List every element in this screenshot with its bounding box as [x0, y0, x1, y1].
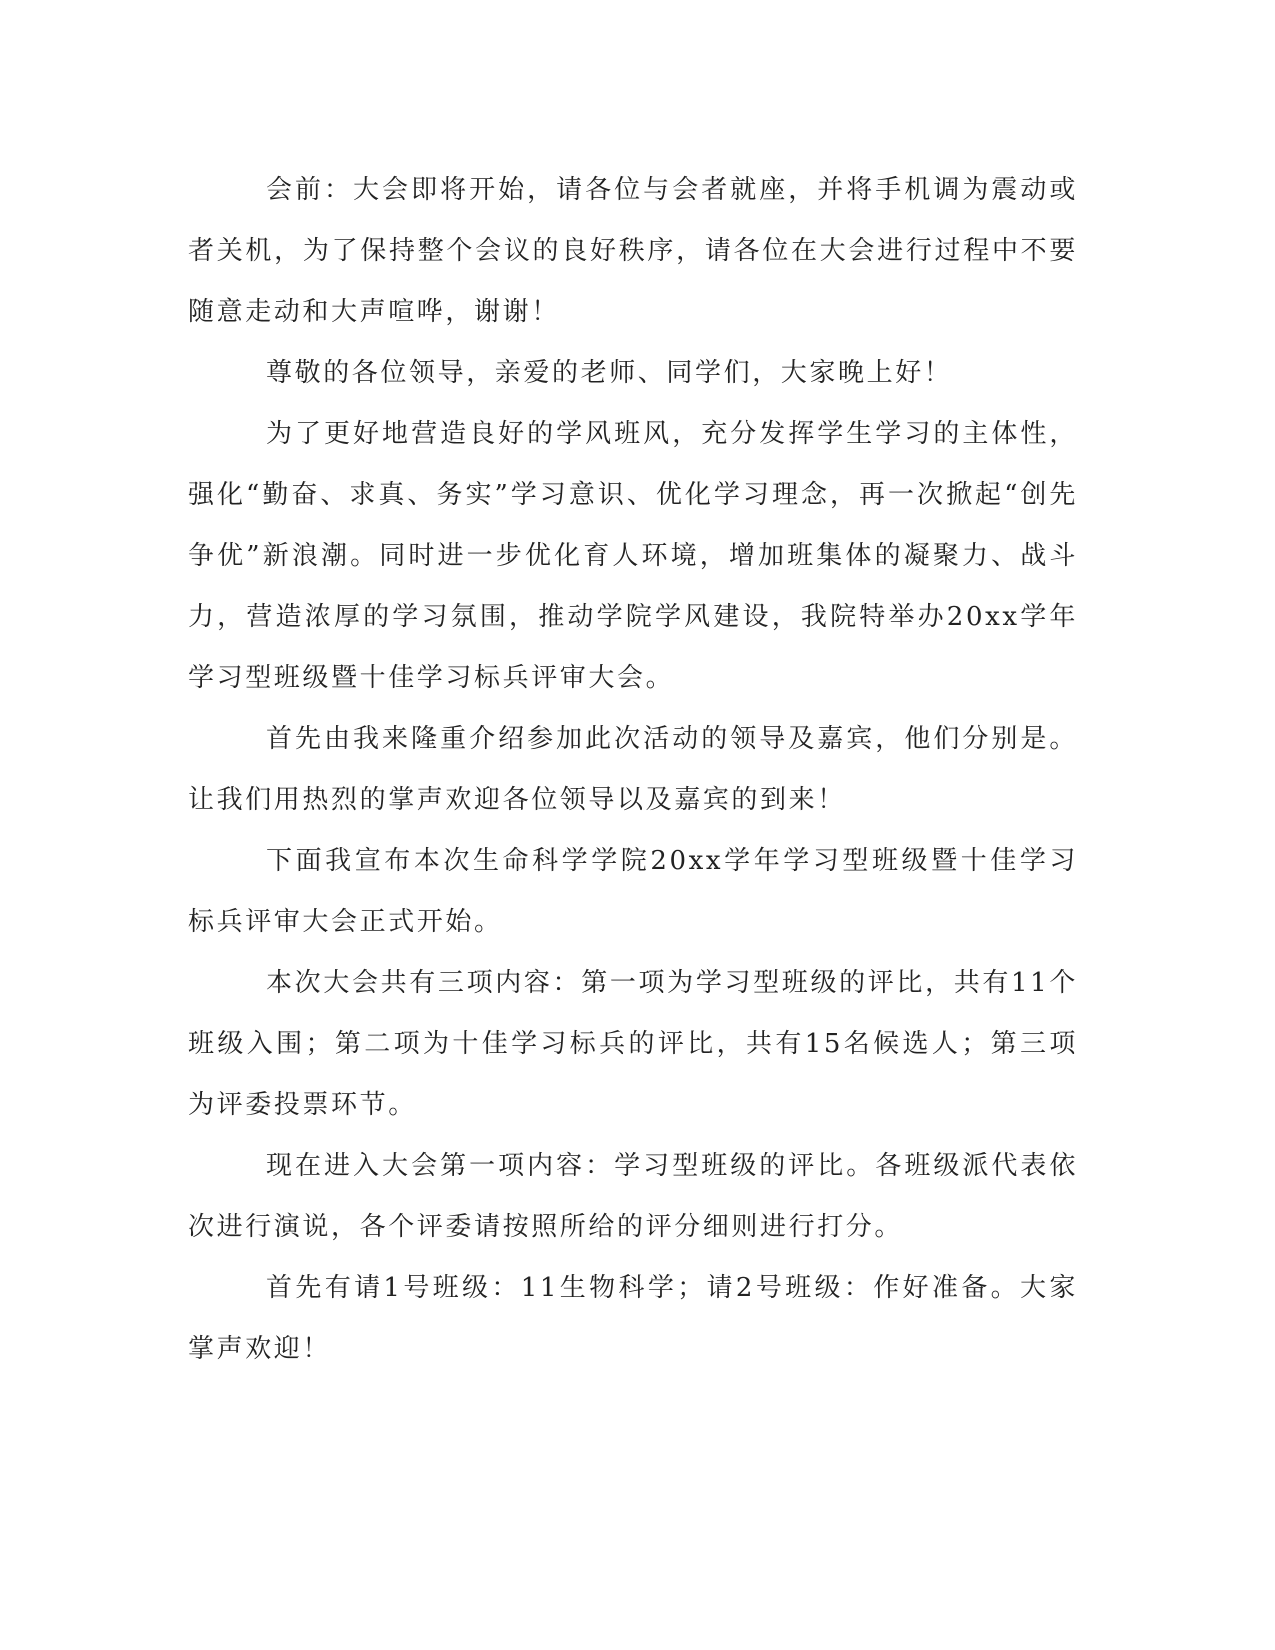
paragraph-greeting: 尊敬的各位领导，亲爱的老师、同学们，大家晚上好！ — [266, 358, 953, 388]
paragraph-first-item: 现在进入大会第一项内容：学习型班级的评比。各班级派代表依次进行演说，各个评委请按照所给的评分细则进行打分。 — [188, 1151, 1078, 1242]
paragraph-opening-notice: 会前：大会即将开始，请各位与会者就座，并将手机调为震动或者关机，为了保持整个会议的良好秩序，请各位在大会进行过程中不要随意走动和大声喧哗，谢谢！ — [188, 175, 1078, 327]
paragraph-purpose: 为了更好地营造良好的学风班风，充分发挥学生学习的主体性，强化“勤奋、求真、务实”学习意识、优化学习理念，再一次掀起“创先争优”新浪潮。同时进一步优化育人环境，增加班集体的凝聚力、战斗力，营造浓厚的学习氛围，推动学院学风建设，我院特举办20xx学年学习型班级暨十佳学习标兵评审大会。 — [188, 419, 1078, 693]
document-body — [188, 160, 1078, 1380]
paragraph-guests: 首先由我来隆重介绍参加此次活动的领导及嘉宾，他们分别是。让我们用热烈的掌声欢迎各位领导以及嘉宾的到来！ — [188, 724, 1078, 815]
paragraph-first-class: 首先有请1号班级：11生物科学；请2号班级：作好准备。大家掌声欢迎！ — [188, 1273, 1078, 1364]
paragraph-agenda: 本次大会共有三项内容：第一项为学习型班级的评比，共有11个班级入围；第二项为十佳学习标兵的评比，共有15名候选人；第三项为评委投票环节。 — [188, 968, 1078, 1120]
paragraph-announcement: 下面我宣布本次生命科学学院20xx学年学习型班级暨十佳学习标兵评审大会正式开始。 — [188, 846, 1078, 937]
